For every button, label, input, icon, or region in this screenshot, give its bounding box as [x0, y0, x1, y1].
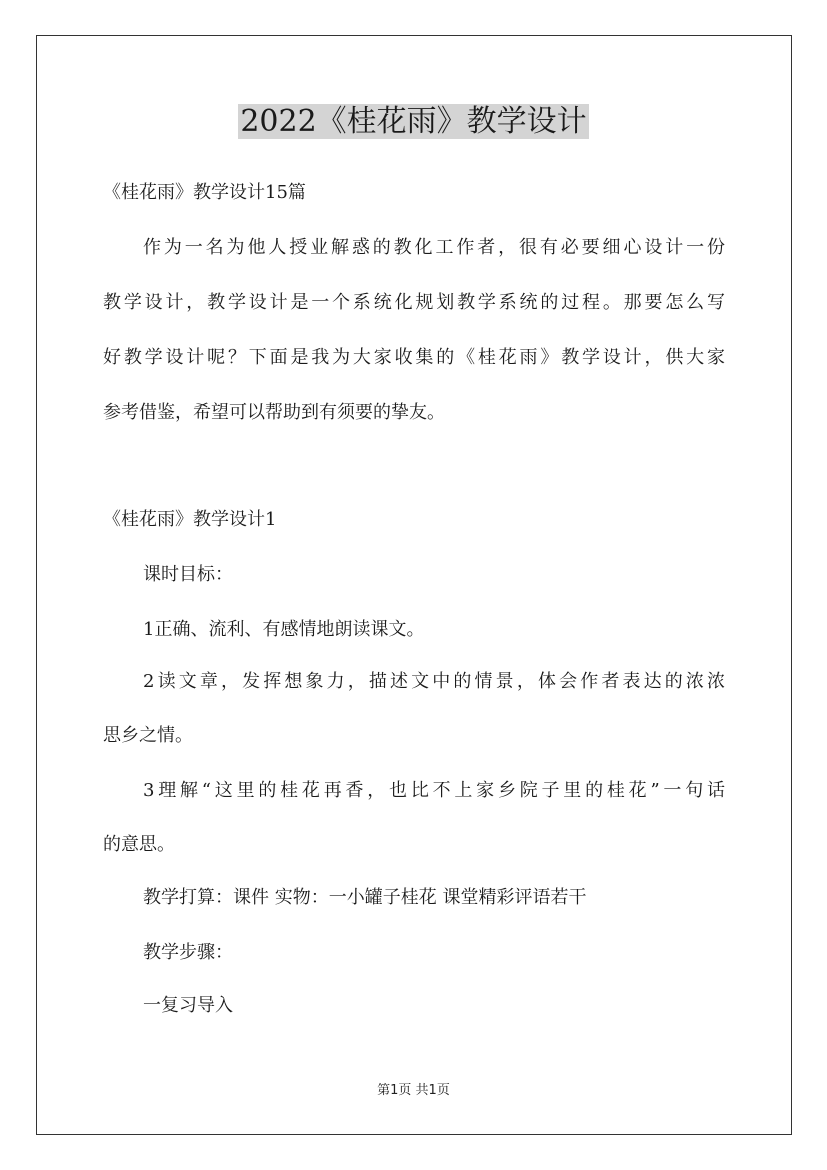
document-title-text: 2022《桂花雨》教学设计 [240, 104, 587, 139]
section-heading: 《桂花雨》教学设计1 [103, 509, 277, 530]
page-indicator: 第1页 共1页 [377, 1083, 450, 1098]
intro-paragraph-line-2: 教学设计，教学设计是一个系统化规划教学系统的过程。那要怎么写 [103, 292, 725, 313]
goals-label: 课时目标： [143, 564, 233, 585]
document-title [0, 100, 827, 144]
goal-2-line-1: 2读文章，发挥想象力，描述文中的情景，体会作者表达的浓浓 [143, 671, 725, 692]
goal-3-line-1: 3理解“这里的桂花再香，也比不上家乡院子里的桂花”一句话 [143, 780, 725, 801]
goal-2-line-2: 思乡之情。 [103, 725, 193, 746]
document-subtitle: 《桂花雨》教学设计15篇 [103, 182, 306, 203]
intro-paragraph-line-4: 参考借鉴，希望可以帮助到有须要的挚友。 [103, 402, 445, 423]
goal-3-line-2: 的意思。 [103, 834, 175, 855]
steps-label: 教学步骤： [143, 942, 233, 963]
intro-paragraph-line-1: 作为一名为他人授业解惑的教化工作者，很有必要细心设计一份 [143, 237, 725, 258]
goal-1: 1正确、流利、有感情地朗读课文。 [143, 619, 425, 640]
step-1: 一复习导入 [143, 995, 233, 1016]
intro-paragraph-line-3: 好教学设计呢？下面是我为大家收集的《桂花雨》教学设计，供大家 [103, 347, 725, 368]
teaching-prep: 教学打算：课件 实物：一小罐子桂花 课堂精彩评语若干 [143, 887, 587, 908]
